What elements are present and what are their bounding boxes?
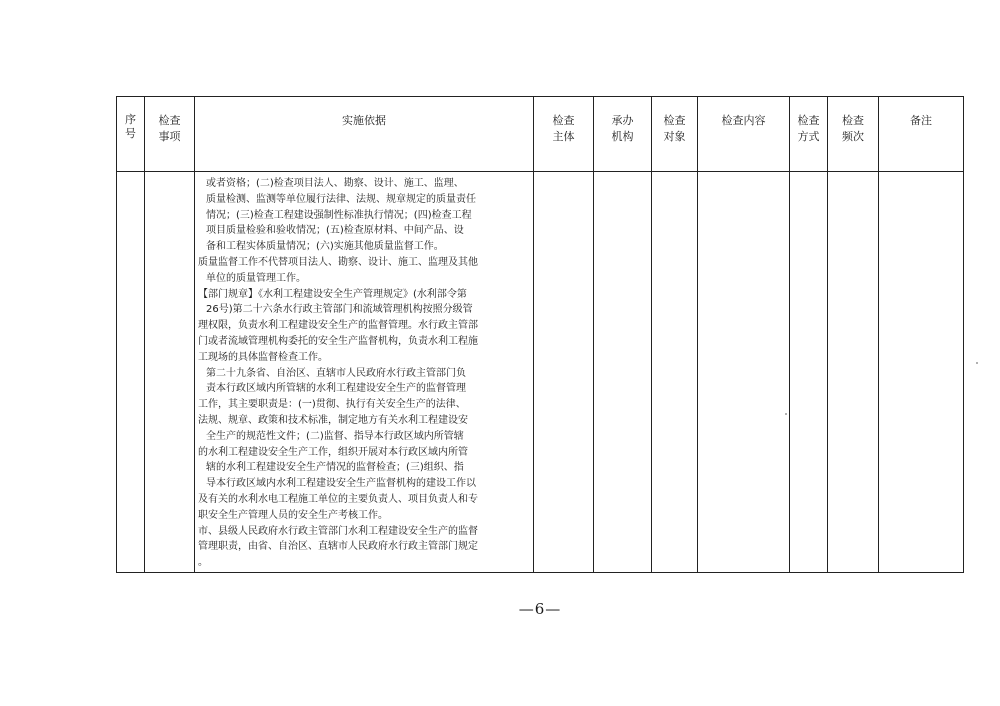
basis-line: 或者资格；(二)检查项目法人、勘察、设计、施工、监理、: [206, 178, 464, 189]
cell-inspection-method: [790, 172, 828, 573]
basis-line: 职安全生产管理人员的安全生产考核工作。: [198, 509, 388, 521]
page-number: —6—: [518, 600, 562, 618]
header-undertaking-agency: 承办 机构: [594, 97, 652, 172]
basis-line: 责本行政区域内所管辖的水利工程建设安全生产的监督管理: [206, 383, 466, 395]
basis-line: 【部门规章】《水利工程建设安全生产管理规定》(水利部令第: [198, 288, 467, 300]
legal-basis-text: [195, 172, 533, 571]
header-inspection-subject: 检查 主体: [534, 97, 594, 172]
header-serial-number: 序 号: [117, 97, 145, 172]
basis-line: 工现场的具体监督检查工作。: [198, 351, 328, 363]
basis-line: 法规、规章、政策和技术标准，制定地方有关水利工程建设安: [198, 414, 468, 426]
cell-inspection-frequency: [828, 172, 879, 573]
header-remarks: 备注: [879, 97, 964, 172]
basis-line: 市、县级人民政府水行政主管部门水利工程建设安全生产的监督: [198, 525, 478, 537]
cell-inspection-object: [652, 172, 698, 573]
basis-line: 第二十九条省、自治区、直辖市人民政府水行政主管部门负: [206, 367, 466, 379]
basis-line: 导本行政区域内水利工程建设安全生产监督机构的建设工作以: [206, 478, 476, 490]
basis-line: 26号)第二十六条水行政主管部门和流域管理机构按照分级管: [206, 304, 473, 316]
basis-line: 的水利工程建设安全生产工作，组织开展对本行政区域内所管: [198, 446, 468, 458]
cell-serial-number: [117, 172, 145, 573]
inspection-table: [116, 96, 964, 573]
basis-line: 。: [198, 557, 208, 569]
basis-line: 及有关的水利水电工程施工单位的主要负责人、项目负责人和专: [198, 493, 478, 505]
table-header-row: [117, 97, 964, 172]
basis-line: 管理职责，由省、自治区、直辖市人民政府水行政主管部门规定: [198, 541, 478, 553]
cell-inspection-subject: [534, 172, 594, 573]
basis-line: 备和工程实体质量情况；(六)实施其他质量监督工作。: [206, 241, 444, 253]
basis-line: 质量检测、监测等单位履行法律、法规、规章规定的质量责任: [206, 193, 476, 205]
basis-line: 单位的质量管理工作。: [206, 272, 306, 284]
header-inspection-content: 检查内容: [698, 97, 790, 172]
header-inspection-method: 检查 方式: [790, 97, 828, 172]
scan-speck: [785, 413, 787, 415]
cell-legal-basis: [195, 172, 534, 573]
cell-remarks: [879, 172, 964, 573]
cell-inspection-content: [698, 172, 790, 573]
basis-line: 理权限，负责水利工程建设安全生产的监督管理。水行政主管部: [198, 320, 478, 332]
cell-inspection-item: [145, 172, 195, 573]
basis-line: 全生产的规范性文件；(二)监督、指导本行政区域内所管辖: [206, 430, 464, 442]
basis-line: 项目质量检验和验收情况；(五)检查原材料、中间产品、设: [206, 225, 464, 237]
header-inspection-object: 检查 对象: [652, 97, 698, 172]
header-legal-basis: 实施依据: [195, 97, 534, 172]
scan-speck: [976, 362, 978, 364]
cell-undertaking-agency: [594, 172, 652, 573]
header-inspection-item: 检查 事项: [145, 97, 195, 172]
basis-line: 工作，其主要职责是：(一)贯彻、执行有关安全生产的法律、: [198, 399, 466, 411]
table-row: [117, 172, 964, 573]
basis-line: 情况；(三)检查工程建设强制性标准执行情况；(四)检查工程: [206, 209, 472, 221]
basis-line: 门或者流域管理机构委托的安全生产监督机构，负责水利工程施: [198, 335, 478, 347]
header-inspection-frequency: 检查 频次: [828, 97, 879, 172]
basis-line: 质量监督工作不代替项目法人、勘察、设计、施工、监理及其他: [198, 256, 478, 268]
basis-line: 辖的水利工程建设安全生产情况的监督检查；(三)组织、指: [206, 462, 464, 474]
